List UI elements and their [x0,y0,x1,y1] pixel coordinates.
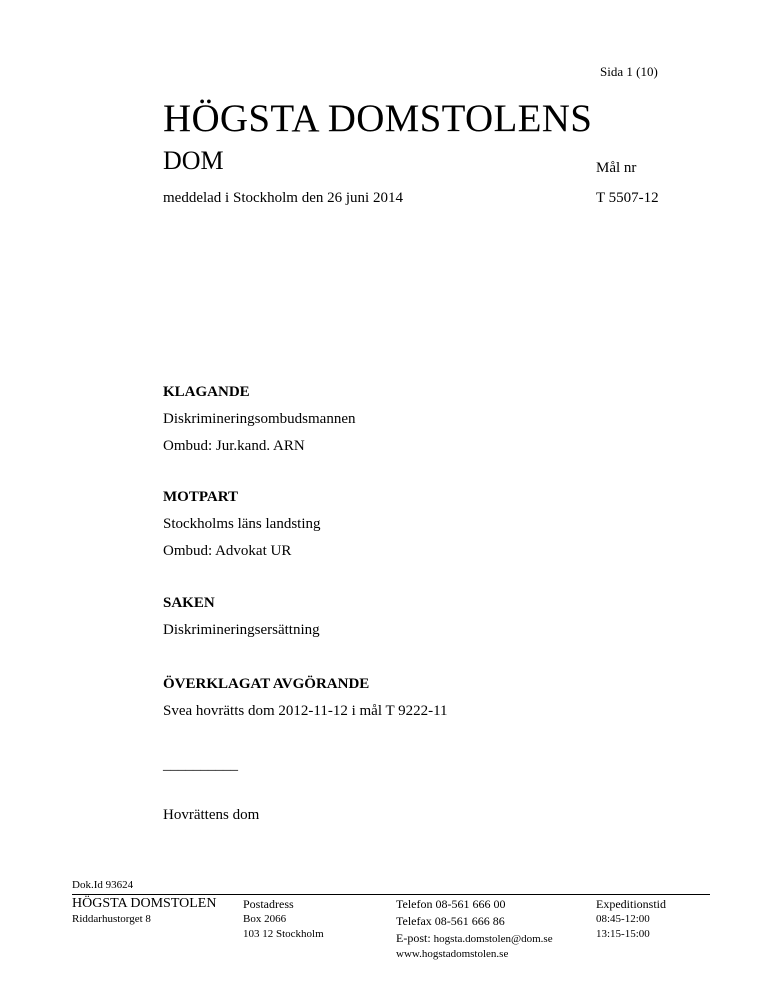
phone-number: Telefon 08-561 666 00 [396,897,506,911]
document-id: Dok.Id 93624 [72,879,134,891]
appealed-decision-text: Svea hovrätts dom 2012-11-12 i mål T 9222-11 [163,703,448,719]
footer-court-name: HÖGSTA DOMSTOLEN [72,896,217,911]
office-hours-label: Expeditionstid [596,897,666,911]
postal-label: Postadress [243,897,294,911]
document-type: DOM [163,146,224,175]
appellant-counsel: Ombud: Jur.kand. ARN [163,438,305,454]
respondent-heading: MOTPART [163,489,239,505]
court-title: HÖGSTA DOMSTOLENS [163,97,593,140]
email-label: E-post: [396,931,434,945]
email-line [396,931,553,946]
respondent-counsel: Ombud: Advokat UR [163,543,292,559]
email-link[interactable]: hogsta.domstolen@dom.se [433,933,553,945]
decision-date-line: meddelad i Stockholm den 26 juni 2014 [163,190,403,206]
appellant-name: Diskrimineringsombudsmannen [163,411,356,427]
case-number: T 5507-12 [596,190,659,206]
website-link[interactable]: www.hogstadomstolen.se [396,948,509,960]
section-title: Hovrättens dom [163,807,260,823]
matter-text: Diskrimineringsersättning [163,622,320,638]
appellant-heading: KLAGANDE [163,384,250,400]
postal-city: 103 12 Stockholm [243,928,324,940]
case-number-label: Mål nr [596,160,637,176]
footer-street-address: Riddarhustorget 8 [72,913,151,925]
matter-heading: SAKEN [163,595,215,611]
appealed-decision-heading: ÖVERKLAGAT AVGÖRANDE [163,676,370,692]
separator-line: __________ [163,757,238,773]
office-hours-afternoon: 13:15-15:00 [596,928,650,940]
postal-box: Box 2066 [243,913,287,925]
fax-number: Telefax 08-561 666 86 [396,914,505,928]
footer-divider [72,894,710,895]
office-hours-morning: 08:45-12:00 [596,913,650,925]
page-number: Sida 1 (10) [600,64,658,79]
respondent-name: Stockholms läns landsting [163,516,321,532]
